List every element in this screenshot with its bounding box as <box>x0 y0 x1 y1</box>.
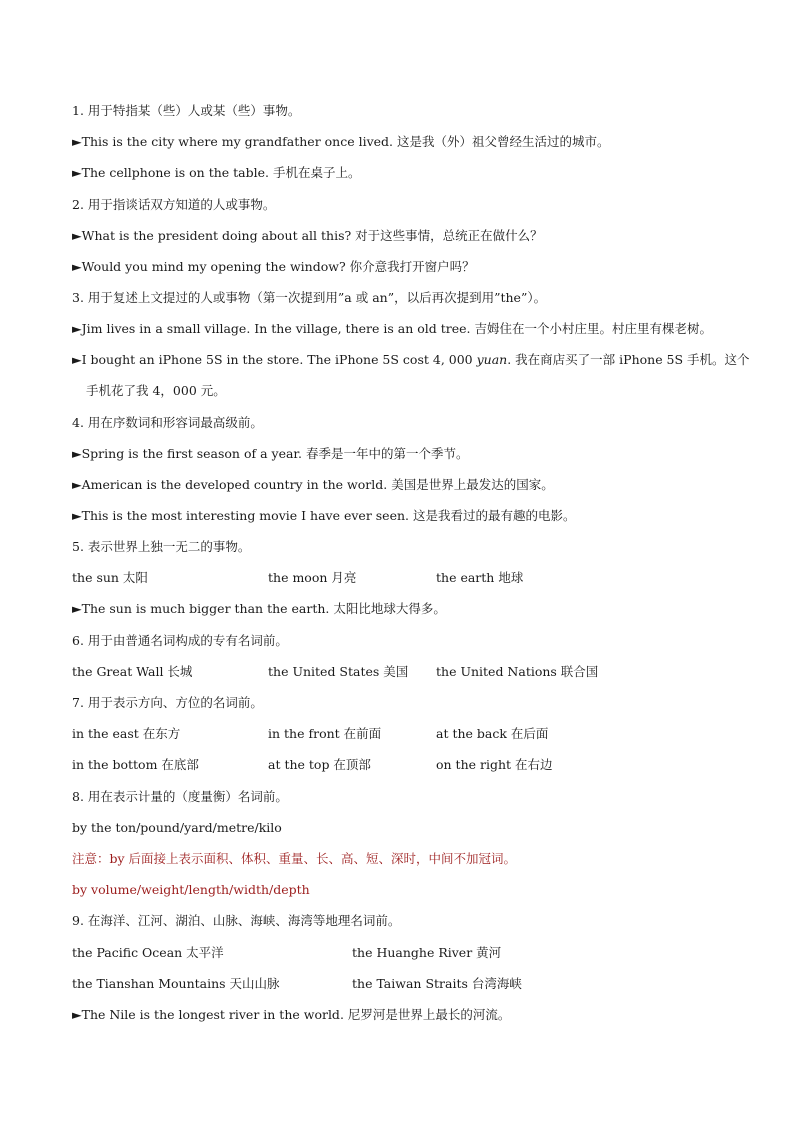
example-text: . 我在商店买了一部 iPhone 5S 手机。这个 <box>507 352 750 367</box>
rule-heading-7: 7. 用于表示方向、方位的名词前。 <box>72 695 263 710</box>
italic-word: yuan <box>476 352 508 367</box>
phrase-cell: at the top 在顶部 <box>268 757 371 772</box>
example-line: ►Jim lives in a small village. In the village, there is an old tree. 吉姆住在一个小村庄里。村庄里有棵老树。 <box>72 321 712 336</box>
example-line <box>72 351 750 369</box>
phrase-cell: the United Nations 联合国 <box>436 664 599 679</box>
example-line: ►American is the developed country in the world. 美国是世界上最发达的国家。 <box>72 477 554 492</box>
phrase-cell: the Great Wall 长城 <box>72 664 193 679</box>
phrase-cell: on the right 在右边 <box>436 757 553 772</box>
example-line: ►What is the president doing about all this? 对于这些事情，总统正在做什么？ <box>72 228 543 243</box>
phrase-cell: the sun 太阳 <box>72 570 148 585</box>
example-line: ►Spring is the first season of a year. 春季是一年中的第一个季节。 <box>72 446 469 461</box>
phrase-cell: in the east 在东方 <box>72 726 181 741</box>
rule-heading-6: 6. 用于由普通名词构成的专有名词前。 <box>72 633 288 648</box>
rule-heading-4: 4. 用在序数词和形容词最高级前。 <box>72 415 263 430</box>
rule-heading-1: 1. 用于特指某（些）人或某（些）事物。 <box>72 103 301 118</box>
phrase-cell: in the front 在前面 <box>268 726 382 741</box>
phrase-cell: the Tianshan Mountains 天山山脉 <box>72 976 280 991</box>
rule-heading-5: 5. 表示世界上独一无二的事物。 <box>72 539 251 554</box>
phrase-cell: at the back 在后面 <box>436 726 549 741</box>
phrase-cell: the United States 美国 <box>268 664 409 679</box>
rule-heading-2: 2. 用于指谈话双方知道的人或事物。 <box>72 197 276 212</box>
example-line: ►Would you mind my opening the window? 你介意我打开窗户吗？ <box>72 259 475 274</box>
phrase-cell: the Huanghe River 黄河 <box>352 945 502 960</box>
example-line: ►The Nile is the longest river in the world. 尼罗河是世界上最长的河流。 <box>72 1007 511 1022</box>
rule-heading-3: 3. 用于复述上文提过的人或事物（第一次提到用”a 或 an”，以后再次提到用”the”）。 <box>72 290 547 305</box>
rule-heading-8: 8. 用在表示计量的（度量衡）名词前。 <box>72 789 288 804</box>
example-line: ►The cellphone is on the table. 手机在桌子上。 <box>72 165 361 180</box>
example-text: ►I bought an iPhone 5S in the store. The iPhone 5S cost 4, 000 <box>72 352 477 367</box>
phrase-cell: the earth 地球 <box>436 570 524 585</box>
rule-heading-9: 9. 在海洋、江河、湖泊、山脉、海峡、海湾等地理名词前。 <box>72 913 401 928</box>
note-line: by volume/weight/length/width/depth <box>72 882 310 897</box>
example-line: ►The sun is much bigger than the earth. 太阳比地球大得多。 <box>72 601 446 616</box>
note-line: 注意：by 后面接上表示面积、体积、重量、长、高、短、深时，中间不加冠词。 <box>72 851 517 866</box>
phrase-line: by the ton/pound/yard/metre/kilo <box>72 820 282 835</box>
phrase-cell: the Pacific Ocean 太平洋 <box>72 945 224 960</box>
phrase-cell: the Taiwan Straits 台湾海峡 <box>352 976 522 991</box>
example-line-continued: 手机花了我 4，000 元。 <box>86 383 226 398</box>
example-line: ►This is the most interesting movie I have ever seen. 这是我看过的最有趣的电影。 <box>72 508 576 523</box>
phrase-cell: in the bottom 在底部 <box>72 757 199 772</box>
example-line: ►This is the city where my grandfather once lived. 这是我（外）祖父曾经生活过的城市。 <box>72 134 610 149</box>
phrase-cell: the moon 月亮 <box>268 570 357 585</box>
